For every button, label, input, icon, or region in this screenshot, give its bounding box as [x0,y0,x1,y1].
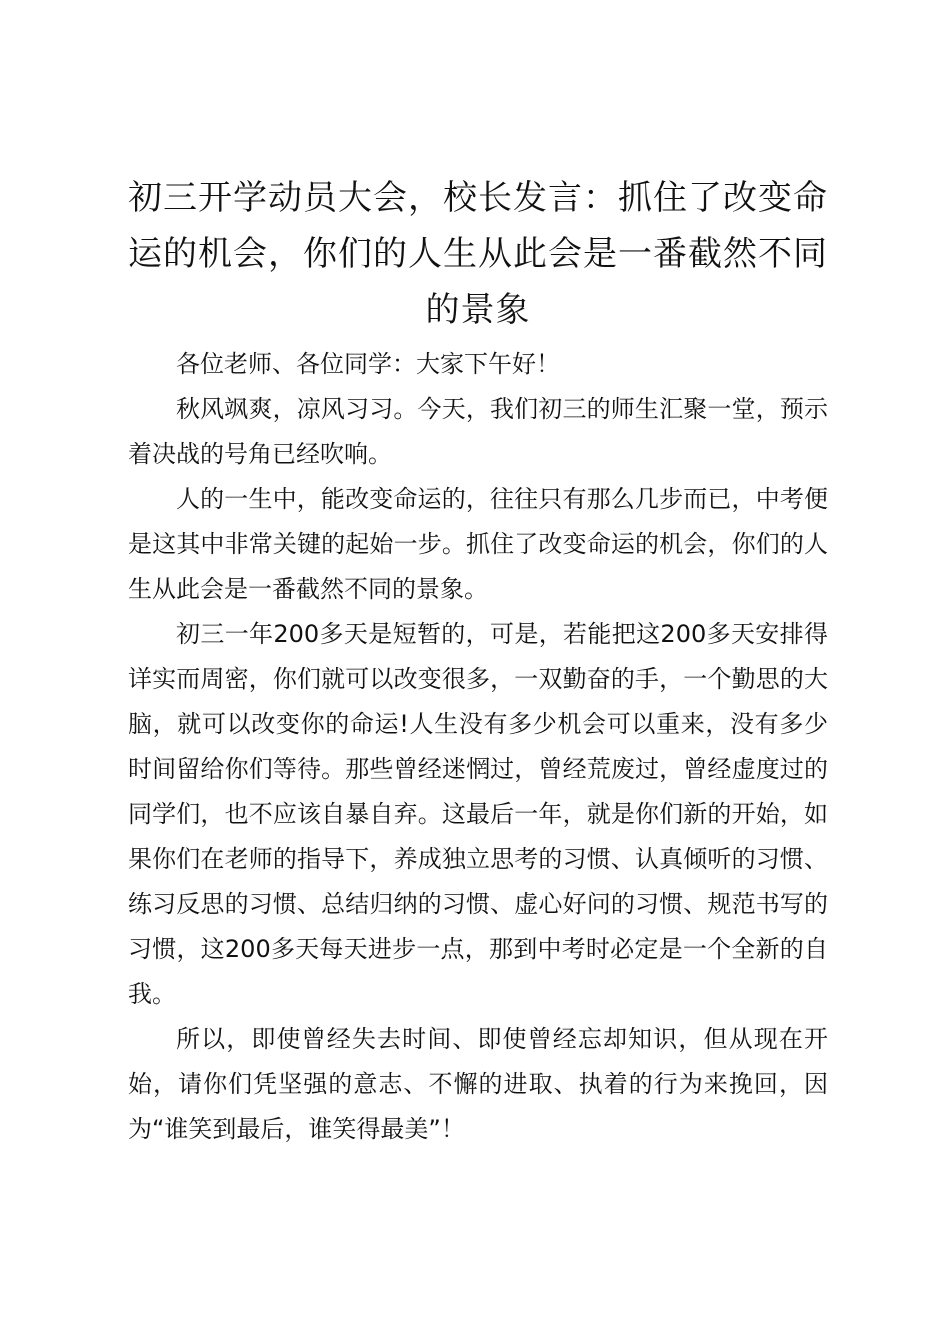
paragraph-200-days: 初三一年200多天是短暂的，可是，若能把这200多天安排得详实而周密，你们就可以改变很多，一双勤奋的手，一个勤思的大脑，就可以改变你的命运!人生没有多少机会可以重来，没有多少时间留给你们等待。那些曾经迷惘过，曾经荒废过，曾经虚度过的同学们，也不应该自暴自弃。这最后一年，就是你们新的开始，如果你们在老师的指导下，养成独立思考的习惯、认真倾听的习惯、练习反思的习惯、总结归纳的习惯、虚心好问的习惯、规范书写的习惯，这200多天每天进步一点，那到中考时必定是一个全新的自我。 [128,620,828,1008]
paragraph-greeting: 各位老师、各位同学：大家下午好！ [176,350,560,378]
document-page [128,170,828,1152]
paragraph-opening: 秋风飒爽，凉风习习。今天，我们初三的师生汇聚一堂，预示着决战的号角已经吹响。 [128,395,828,468]
paragraph-closing: 所以，即使曾经失去时间、即使曾经忘却知识，但从现在开始，请你们凭坚强的意志、不懈的进取、执着的行为来挽回，因为“谁笑到最后，谁笑得最美”！ [128,1025,828,1143]
document-title: 初三开学动员大会，校长发言：抓住了改变命运的机会，你们的人生从此会是一番截然不同的景象 [128,178,828,330]
paragraph-turning-point: 人的一生中，能改变命运的，往往只有那么几步而已，中考便是这其中非常关键的起始一步。抓住了改变命运的机会，你们的人生从此会是一番截然不同的景象。 [128,485,828,603]
